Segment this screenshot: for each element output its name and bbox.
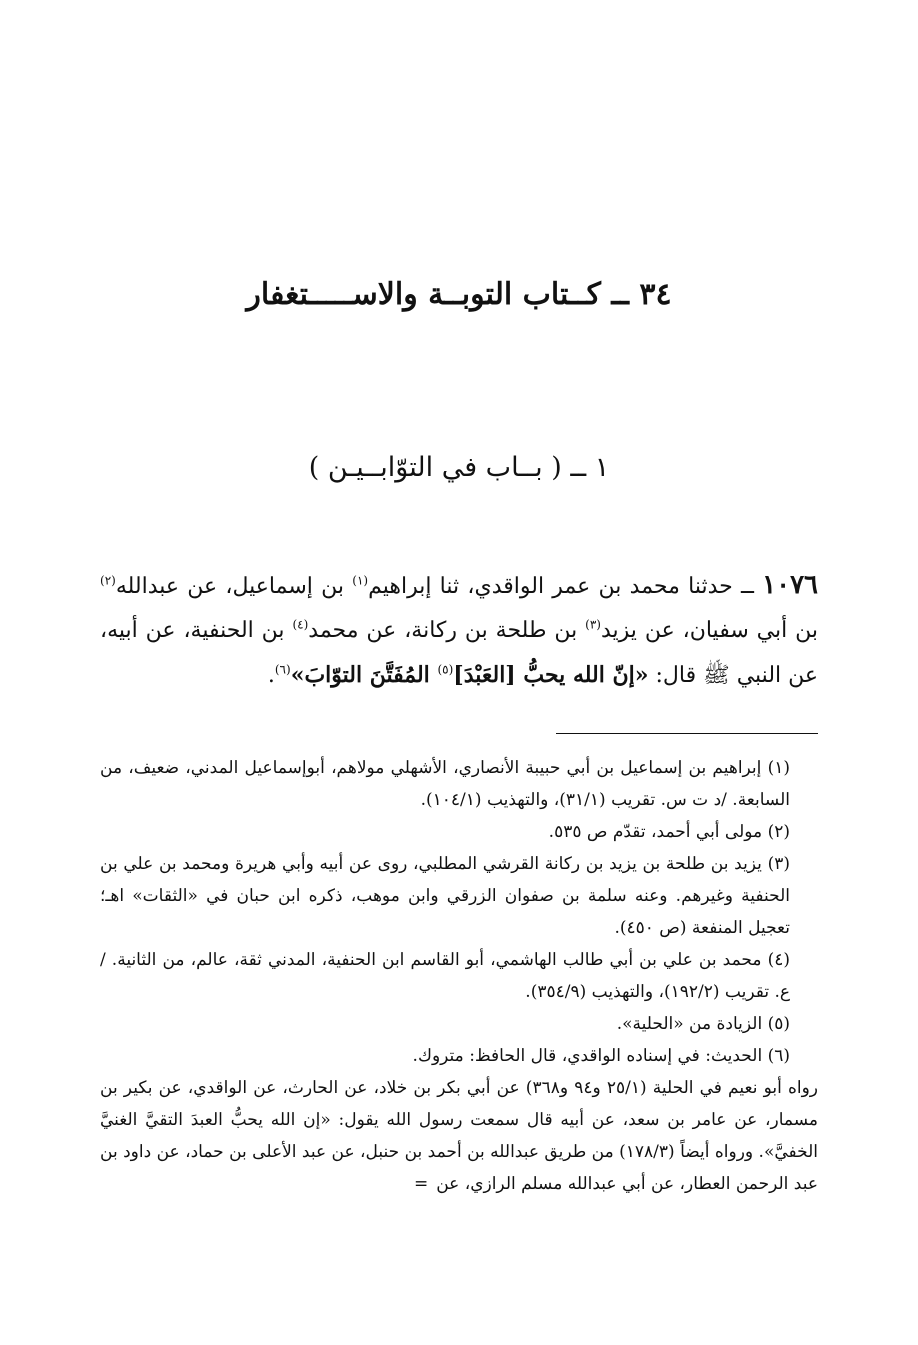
section-title: ١ ــ ( بــاب في التوّابــيـن ) [308,452,610,483]
hadith-text [100,563,818,698]
hadith-number: ١٠٧٦ [762,570,818,600]
prophetic-quote-b: المُفَتَّنَ التوّابَ» [290,662,438,688]
hadith-part-2: بن إسماعيل، عن عبدالله [115,574,353,599]
footnote-4: (٤) محمد بن علي بن أبي طالب الهاشمي، أبو القاسم ابن الحنفية، المدني ثقة، عالم، من الثانية. /ع. تقريب (١٩٢/٢)، والتهذيب (٣٥٤/٩). [100,950,790,1002]
footnote-ref-1: (١) [352,573,369,588]
footnote-divider [556,733,818,734]
footnote-2: (٢) مولى أبي أحمد، تقدّم ص ٥٣٥. [548,822,790,842]
footnote-ref-6: (٦) [274,662,291,677]
prophetic-quote-a: «إنّ الله يحبُّ [العَبْدَ] [453,662,649,688]
continuation-mark: = [413,1174,429,1194]
footnote-1: (١) إبراهيم بن إسماعيل بن أبي حبيبة الأنصاري، الأشهلي مولاهم، أبوإسماعيل المدني، ضعيف، من السابعة. /د ت س. تقريب (٣١/١)، والتهذيب (١٠٤/١). [100,758,790,810]
hadith-part-3: بن أبي سفيان، عن يزيد [600,618,818,643]
hadith-part-1: حدثنا محمد بن عمر الواقدي، ثنا إبراهيم [368,574,733,599]
footnote-ref-2: (٢) [100,573,116,588]
footnote-6-continuation [100,1072,818,1200]
chapter-title: ٣٤ ــ كــتاب التوبــة والاســـــتغفار [246,277,672,312]
footnotes [100,752,818,1200]
footnote-6: (٦) الحديث: في إسناده الواقدي، قال الحافظ: متروك. [412,1046,790,1066]
footnote-ref-5: (٥) [437,662,454,677]
hadith-dash: ــ [732,574,763,599]
hadith-part-4: بن طلحة بن ركانة، عن محمد [308,618,586,643]
footnote-ref-4: (٤) [292,617,309,632]
footnote-3: (٣) يزيد بن طلحة بن يزيد بن ركانة القرشي المطلبي، روى عن أبيه وأبي هريرة ومحمد بن علي بن الحنفية وغيرهم. وعنه سلمة بن صفوان الزرقي وابن موهب، ذكره ابن حبان في «الثقات» اهـ؛ تعجيل المنفعة (ص ٤٥٠). [100,854,790,938]
hadith-end: . [267,663,275,688]
hadith-part-5: بن الحنفية، عن أبيه، عن النبي ﷺ قال: [100,618,818,688]
footnote-ref-3: (٣) [585,617,601,632]
footnote-6-continuation-text: رواه أبو نعيم في الحلية (٢٥/١ و٩٤ و٣٦٨) عن أبي بكر بن خلاد، عن الحارث، عن الواقدي، عن بكير بن مسمار، عن عامر بن سعد، عن أبيه قال سمعت رسول الله يقول: «إن الله يحبُّ العبدَ التقيَّ الغنيَّ الخفيَّ». ورواه أيضاً (١٧٨/٣) من طريق عبدالله بن أحمد بن حنبل، عن عبد الأعلى بن حماد، عن داود بن عبد الرحمن العطار، عن أبي عبدالله مسلم الرازي، عن [100,1078,818,1194]
footnote-5: (٥) الزيادة من «الحلية». [616,1014,790,1034]
